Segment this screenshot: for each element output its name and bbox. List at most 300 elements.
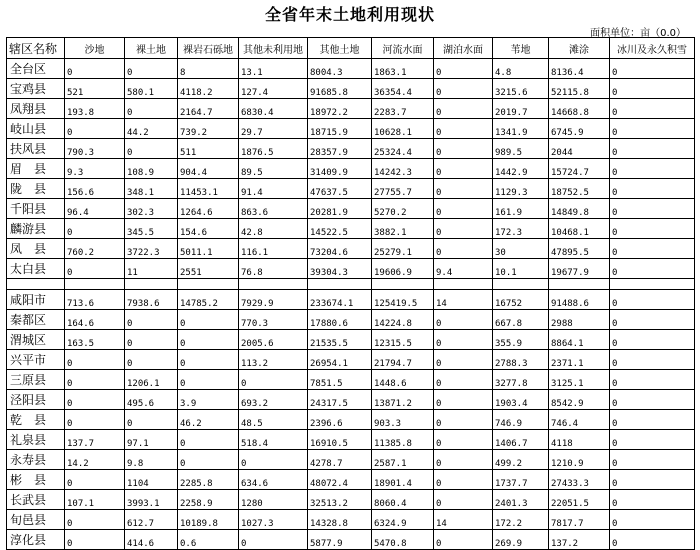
district-name-cell: 礼泉县 <box>7 430 65 450</box>
spacer-cell <box>308 279 372 290</box>
value-cell: 10468.1 <box>549 219 610 239</box>
value-cell: 2044 <box>549 139 610 159</box>
value-cell: 0 <box>610 490 695 510</box>
value-cell: 0 <box>610 330 695 350</box>
table-row <box>7 350 695 370</box>
value-cell: 2283.7 <box>372 99 434 119</box>
value-cell: 746.9 <box>493 410 549 430</box>
value-cell: 0 <box>239 530 308 550</box>
value-cell: 18972.2 <box>308 99 372 119</box>
spacer-cell <box>178 279 239 290</box>
district-name-cell: 宝鸡县 <box>7 79 65 99</box>
value-cell: 0 <box>65 59 125 79</box>
value-cell: 28357.9 <box>308 139 372 159</box>
value-cell: 11453.1 <box>178 179 239 199</box>
value-cell: 13871.2 <box>372 390 434 410</box>
value-cell: 163.5 <box>65 330 125 350</box>
header-cell-bare-soil: 裸土地 <box>125 38 178 59</box>
value-cell: 14 <box>434 290 493 310</box>
value-cell: 1210.9 <box>549 450 610 470</box>
district-name-cell: 千阳县 <box>7 199 65 219</box>
value-cell: 904.4 <box>178 159 239 179</box>
value-cell: 0 <box>65 219 125 239</box>
value-cell: 161.9 <box>493 199 549 219</box>
value-cell: 0 <box>610 159 695 179</box>
value-cell: 1129.3 <box>493 179 549 199</box>
value-cell: 7938.6 <box>125 290 178 310</box>
value-cell: 10189.8 <box>178 510 239 530</box>
value-cell: 0 <box>178 450 239 470</box>
table-row <box>7 159 695 179</box>
value-cell: 2371.1 <box>549 350 610 370</box>
spacer-cell <box>610 279 695 290</box>
value-cell: 345.5 <box>125 219 178 239</box>
value-cell: 4118 <box>549 430 610 450</box>
value-cell: 863.6 <box>239 199 308 219</box>
value-cell: 0 <box>65 350 125 370</box>
value-cell: 790.3 <box>65 139 125 159</box>
value-cell: 0 <box>178 370 239 390</box>
value-cell: 8542.9 <box>549 390 610 410</box>
spacer-cell <box>372 279 434 290</box>
district-name-cell: 凤 县 <box>7 239 65 259</box>
value-cell: 989.5 <box>493 139 549 159</box>
header-cell-sand: 沙地 <box>65 38 125 59</box>
value-cell: 76.8 <box>239 259 308 279</box>
value-cell: 2164.7 <box>178 99 239 119</box>
value-cell: 172.2 <box>493 510 549 530</box>
value-cell: 7817.7 <box>549 510 610 530</box>
table-row <box>7 239 695 259</box>
table-row <box>7 410 695 430</box>
district-name-cell: 凤翔县 <box>7 99 65 119</box>
value-cell: 0 <box>610 470 695 490</box>
table-row <box>7 79 695 99</box>
value-cell: 2988 <box>549 310 610 330</box>
value-cell: 8060.4 <box>372 490 434 510</box>
value-cell: 0 <box>610 450 695 470</box>
value-cell: 355.9 <box>493 330 549 350</box>
value-cell: 0 <box>610 350 695 370</box>
value-cell: 30 <box>493 239 549 259</box>
value-cell: 8864.1 <box>549 330 610 350</box>
table-row <box>7 199 695 219</box>
value-cell: 29.7 <box>239 119 308 139</box>
value-cell: 0 <box>434 199 493 219</box>
value-cell: 107.1 <box>65 490 125 510</box>
value-cell: 164.6 <box>65 310 125 330</box>
value-cell: 1280 <box>239 490 308 510</box>
district-name-cell: 全台区 <box>7 59 65 79</box>
district-name-cell: 长武县 <box>7 490 65 510</box>
value-cell: 0 <box>434 350 493 370</box>
spacer-cell <box>549 279 610 290</box>
table-body <box>7 59 695 550</box>
value-cell: 0 <box>65 370 125 390</box>
value-cell: 0 <box>610 530 695 550</box>
value-cell: 32513.2 <box>308 490 372 510</box>
value-cell: 739.2 <box>178 119 239 139</box>
value-cell: 12315.5 <box>372 330 434 350</box>
value-cell: 1406.7 <box>493 430 549 450</box>
header-cell-beach: 滩涂 <box>549 38 610 59</box>
value-cell: 1863.1 <box>372 59 434 79</box>
table-row <box>7 119 695 139</box>
value-cell: 3722.3 <box>125 239 178 259</box>
value-cell: 0 <box>239 370 308 390</box>
district-name-cell: 麟游县 <box>7 219 65 239</box>
value-cell: 0 <box>65 119 125 139</box>
value-cell: 414.6 <box>125 530 178 550</box>
district-name-cell: 乾 县 <box>7 410 65 430</box>
table-row <box>7 470 695 490</box>
value-cell: 42.8 <box>239 219 308 239</box>
value-cell: 0 <box>434 139 493 159</box>
value-cell: 17880.6 <box>308 310 372 330</box>
value-cell: 903.3 <box>372 410 434 430</box>
value-cell: 5877.9 <box>308 530 372 550</box>
value-cell: 495.6 <box>125 390 178 410</box>
value-cell: 0 <box>434 310 493 330</box>
value-cell: 0 <box>610 430 695 450</box>
value-cell: 0 <box>125 330 178 350</box>
header-cell-bare-rock: 裸岩石砾地 <box>178 38 239 59</box>
value-cell: 0 <box>434 410 493 430</box>
value-cell: 0 <box>610 139 695 159</box>
value-cell: 521 <box>65 79 125 99</box>
value-cell: 14849.8 <box>549 199 610 219</box>
value-cell: 0 <box>434 79 493 99</box>
value-cell: 27755.7 <box>372 179 434 199</box>
value-cell: 0 <box>125 410 178 430</box>
value-cell: 0 <box>610 79 695 99</box>
value-cell: 108.9 <box>125 159 178 179</box>
value-cell: 91685.8 <box>308 79 372 99</box>
value-cell: 10628.1 <box>372 119 434 139</box>
value-cell: 0 <box>610 99 695 119</box>
value-cell: 52115.8 <box>549 79 610 99</box>
value-cell: 5470.8 <box>372 530 434 550</box>
value-cell: 25279.1 <box>372 239 434 259</box>
value-cell: 8004.3 <box>308 59 372 79</box>
value-cell: 4118.2 <box>178 79 239 99</box>
table-row <box>7 530 695 550</box>
value-cell: 1737.7 <box>493 470 549 490</box>
value-cell: 693.2 <box>239 390 308 410</box>
spacer-cell <box>125 279 178 290</box>
value-cell: 89.5 <box>239 159 308 179</box>
value-cell: 2285.8 <box>178 470 239 490</box>
value-cell: 0 <box>610 510 695 530</box>
value-cell: 0 <box>178 310 239 330</box>
table-row <box>7 490 695 510</box>
value-cell: 14328.8 <box>308 510 372 530</box>
table-row <box>7 179 695 199</box>
spacer-cell <box>434 279 493 290</box>
page-title: 全省年末土地利用现状 <box>264 5 435 24</box>
value-cell: 18715.9 <box>308 119 372 139</box>
value-cell: 0 <box>65 410 125 430</box>
value-cell: 9.3 <box>65 159 125 179</box>
spacer-cell <box>239 279 308 290</box>
value-cell: 0 <box>610 239 695 259</box>
value-cell: 0 <box>610 390 695 410</box>
value-cell: 10.1 <box>493 259 549 279</box>
value-cell: 3125.1 <box>549 370 610 390</box>
value-cell: 14224.8 <box>372 310 434 330</box>
value-cell: 2401.3 <box>493 490 549 510</box>
value-cell: 0 <box>610 179 695 199</box>
value-cell: 0 <box>610 119 695 139</box>
value-cell: 46.2 <box>178 410 239 430</box>
value-cell: 14.2 <box>65 450 125 470</box>
value-cell: 0 <box>434 330 493 350</box>
value-cell: 27433.3 <box>549 470 610 490</box>
value-cell: 0 <box>434 119 493 139</box>
header-cell-district: 辖区名称 <box>7 38 65 59</box>
value-cell: 511 <box>178 139 239 159</box>
district-name-cell: 旬邑县 <box>7 510 65 530</box>
table-row <box>7 290 695 310</box>
district-name-cell: 三原县 <box>7 370 65 390</box>
value-cell: 0 <box>610 259 695 279</box>
district-name-cell: 泾阳县 <box>7 390 65 410</box>
value-cell: 156.6 <box>65 179 125 199</box>
header-cell-reed: 苇地 <box>493 38 549 59</box>
value-cell: 0 <box>65 390 125 410</box>
value-cell: 1264.6 <box>178 199 239 219</box>
value-cell: 48.5 <box>239 410 308 430</box>
value-cell: 0 <box>434 450 493 470</box>
value-cell: 96.4 <box>65 199 125 219</box>
value-cell: 0 <box>125 310 178 330</box>
value-cell: 36354.4 <box>372 79 434 99</box>
table-row <box>7 370 695 390</box>
value-cell: 0 <box>610 310 695 330</box>
value-cell: 2788.3 <box>493 350 549 370</box>
value-cell: 22051.5 <box>549 490 610 510</box>
value-cell: 713.6 <box>65 290 125 310</box>
value-cell: 6324.9 <box>372 510 434 530</box>
value-cell: 0 <box>610 290 695 310</box>
header-cell-other-unused: 其他未利用地 <box>239 38 308 59</box>
value-cell: 0 <box>178 330 239 350</box>
value-cell: 3215.6 <box>493 79 549 99</box>
value-cell: 14668.8 <box>549 99 610 119</box>
district-name-cell: 永寿县 <box>7 450 65 470</box>
value-cell: 0 <box>610 370 695 390</box>
value-cell: 6830.4 <box>239 99 308 119</box>
spacer-cell <box>7 279 65 290</box>
district-name-cell: 渭城区 <box>7 330 65 350</box>
value-cell: 15724.7 <box>549 159 610 179</box>
value-cell: 13.1 <box>239 59 308 79</box>
value-cell: 97.1 <box>125 430 178 450</box>
value-cell: 348.1 <box>125 179 178 199</box>
spacer-cell <box>493 279 549 290</box>
value-cell: 0 <box>65 259 125 279</box>
value-cell: 0 <box>434 390 493 410</box>
value-cell: 2587.1 <box>372 450 434 470</box>
value-cell: 47895.5 <box>549 239 610 259</box>
table-row <box>7 219 695 239</box>
value-cell: 0 <box>434 370 493 390</box>
value-cell: 0 <box>434 470 493 490</box>
value-cell: 14785.2 <box>178 290 239 310</box>
value-cell: 47637.5 <box>308 179 372 199</box>
value-cell: 0 <box>178 430 239 450</box>
value-cell: 0 <box>434 530 493 550</box>
value-cell: 3277.8 <box>493 370 549 390</box>
value-cell: 667.8 <box>493 310 549 330</box>
value-cell: 302.3 <box>125 199 178 219</box>
header-cell-river: 河流水面 <box>372 38 434 59</box>
value-cell: 48072.4 <box>308 470 372 490</box>
value-cell: 0 <box>434 239 493 259</box>
value-cell: 44.2 <box>125 119 178 139</box>
value-cell: 172.3 <box>493 219 549 239</box>
value-cell: 0.6 <box>178 530 239 550</box>
value-cell: 0 <box>178 350 239 370</box>
value-cell: 39304.3 <box>308 259 372 279</box>
value-cell: 3882.1 <box>372 219 434 239</box>
district-name-cell: 太白县 <box>7 259 65 279</box>
land-use-table <box>6 37 695 550</box>
value-cell: 24317.5 <box>308 390 372 410</box>
value-cell: 770.3 <box>239 310 308 330</box>
value-cell: 193.8 <box>65 99 125 119</box>
value-cell: 7851.5 <box>308 370 372 390</box>
value-cell: 0 <box>610 410 695 430</box>
value-cell: 91.4 <box>239 179 308 199</box>
district-name-cell: 咸阳市 <box>7 290 65 310</box>
value-cell: 5011.1 <box>178 239 239 259</box>
value-cell: 8 <box>178 59 239 79</box>
value-cell: 21794.7 <box>372 350 434 370</box>
table-row <box>7 390 695 410</box>
value-cell: 4.8 <box>493 59 549 79</box>
value-cell: 11 <box>125 259 178 279</box>
value-cell: 0 <box>125 350 178 370</box>
value-cell: 14522.5 <box>308 219 372 239</box>
value-cell: 73204.6 <box>308 239 372 259</box>
value-cell: 8136.4 <box>549 59 610 79</box>
value-cell: 0 <box>610 199 695 219</box>
table-row <box>7 430 695 450</box>
table-row <box>7 139 695 159</box>
value-cell: 14 <box>434 510 493 530</box>
value-cell: 26954.1 <box>308 350 372 370</box>
value-cell: 2396.6 <box>308 410 372 430</box>
value-cell: 0 <box>125 99 178 119</box>
value-cell: 0 <box>125 139 178 159</box>
district-name-cell: 陇 县 <box>7 179 65 199</box>
value-cell: 1341.9 <box>493 119 549 139</box>
spacer-row <box>7 279 695 290</box>
header-cell-other-land: 其他土地 <box>308 38 372 59</box>
value-cell: 0 <box>239 450 308 470</box>
value-cell: 2551 <box>178 259 239 279</box>
value-cell: 746.4 <box>549 410 610 430</box>
district-name-cell: 彬 县 <box>7 470 65 490</box>
table-row <box>7 450 695 470</box>
district-name-cell: 眉 县 <box>7 159 65 179</box>
value-cell: 0 <box>434 219 493 239</box>
value-cell: 1104 <box>125 470 178 490</box>
value-cell: 0 <box>65 470 125 490</box>
value-cell: 760.2 <box>65 239 125 259</box>
value-cell: 0 <box>65 530 125 550</box>
value-cell: 20281.9 <box>308 199 372 219</box>
value-cell: 9.4 <box>434 259 493 279</box>
value-cell: 1442.9 <box>493 159 549 179</box>
value-cell: 0 <box>610 59 695 79</box>
value-cell: 4278.7 <box>308 450 372 470</box>
value-cell: 9.8 <box>125 450 178 470</box>
district-name-cell: 扶风县 <box>7 139 65 159</box>
value-cell: 7929.9 <box>239 290 308 310</box>
value-cell: 1903.4 <box>493 390 549 410</box>
value-cell: 137.7 <box>65 430 125 450</box>
value-cell: 16910.5 <box>308 430 372 450</box>
value-cell: 518.4 <box>239 430 308 450</box>
value-cell: 2019.7 <box>493 99 549 119</box>
district-name-cell: 岐山县 <box>7 119 65 139</box>
value-cell: 18752.5 <box>549 179 610 199</box>
table-row <box>7 310 695 330</box>
value-cell: 14242.3 <box>372 159 434 179</box>
district-name-cell: 兴平市 <box>7 350 65 370</box>
value-cell: 634.6 <box>239 470 308 490</box>
value-cell: 31409.9 <box>308 159 372 179</box>
value-cell: 1876.5 <box>239 139 308 159</box>
value-cell: 11385.8 <box>372 430 434 450</box>
table-row <box>7 99 695 119</box>
value-cell: 19606.9 <box>372 259 434 279</box>
value-cell: 0 <box>65 510 125 530</box>
value-cell: 127.4 <box>239 79 308 99</box>
value-cell: 6745.9 <box>549 119 610 139</box>
table-row <box>7 510 695 530</box>
value-cell: 113.2 <box>239 350 308 370</box>
value-cell: 2005.6 <box>239 330 308 350</box>
value-cell: 116.1 <box>239 239 308 259</box>
value-cell: 137.2 <box>549 530 610 550</box>
value-cell: 21535.5 <box>308 330 372 350</box>
header-cell-glacier: 冰川及永久积雪 <box>610 38 695 59</box>
value-cell: 125419.5 <box>372 290 434 310</box>
value-cell: 1448.6 <box>372 370 434 390</box>
value-cell: 0 <box>434 159 493 179</box>
district-name-cell: 秦都区 <box>7 310 65 330</box>
table-row <box>7 59 695 79</box>
value-cell: 16752 <box>493 290 549 310</box>
table-row <box>7 330 695 350</box>
value-cell: 269.9 <box>493 530 549 550</box>
value-cell: 2258.9 <box>178 490 239 510</box>
spacer-cell <box>65 279 125 290</box>
value-cell: 0 <box>434 430 493 450</box>
district-name-cell: 淳化县 <box>7 530 65 550</box>
value-cell: 154.6 <box>178 219 239 239</box>
value-cell: 1206.1 <box>125 370 178 390</box>
table-row <box>7 259 695 279</box>
value-cell: 91488.6 <box>549 290 610 310</box>
header-row <box>7 38 695 59</box>
value-cell: 580.1 <box>125 79 178 99</box>
value-cell: 0 <box>434 99 493 119</box>
value-cell: 499.2 <box>493 450 549 470</box>
